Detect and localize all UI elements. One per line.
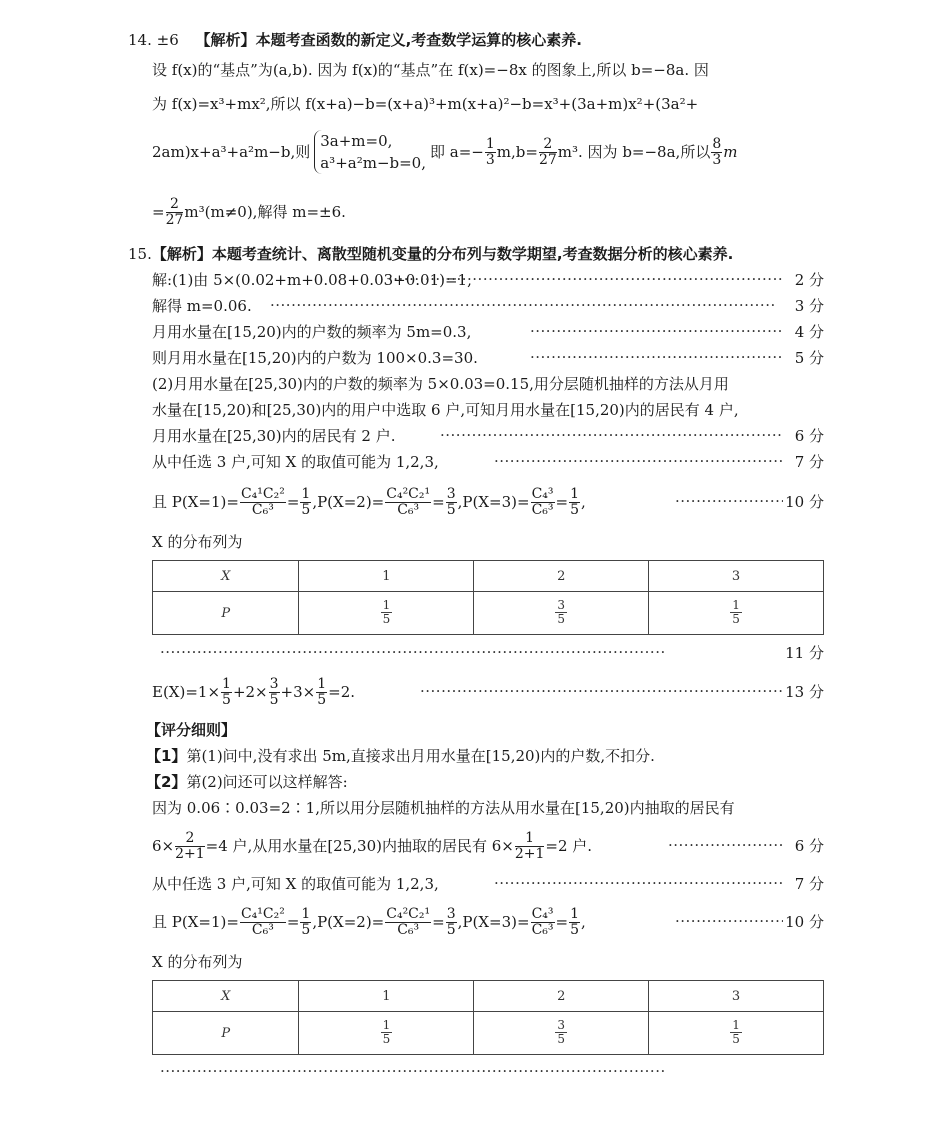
heading-text: 本题考查统计、离散型随机变量的分布列与数学期望,考查数据分析的核心素养. bbox=[211, 245, 734, 263]
text: =4 户,从用水量在[25,30)内抽取的居民有 6× bbox=[205, 837, 514, 855]
part2-line2: 水量在[15,20)和[25,30)内的用户中选取 6 户,可知月用水量在[15,20)内的居民有 4 户, bbox=[152, 401, 739, 419]
score: 5 分 bbox=[794, 349, 824, 367]
rule-tag: 【2】 bbox=[146, 773, 187, 791]
fraction: $\frac{1}{5}$ bbox=[570, 905, 579, 938]
fraction: $\frac{1}{5}$ bbox=[222, 675, 231, 708]
fraction: $\frac{2}{27}$ bbox=[165, 195, 184, 228]
step-text: 从中任选 3 户,可知 X 的取值可能为 1,2,3, bbox=[152, 875, 439, 893]
table-cell: $\frac{1}{5}$ bbox=[299, 592, 474, 635]
fraction: $\frac{3}{5}$ bbox=[446, 905, 456, 938]
rule-text: 第(2)问还可以这样解答: bbox=[186, 773, 348, 791]
q14-line4 bbox=[152, 192, 346, 232]
table-cell: $\frac{3}{5}$ bbox=[474, 1012, 649, 1055]
table-cell: 3 bbox=[649, 981, 824, 1012]
fraction: $\frac{\text{C₄³}}{\text{C₆³}}$ bbox=[531, 485, 554, 518]
text: 且 P(X=1)= bbox=[152, 493, 239, 511]
text: ,P(X=3)= bbox=[457, 493, 530, 511]
leader-dots bbox=[494, 452, 783, 470]
q14-heading bbox=[128, 30, 582, 50]
table-cell: 3 bbox=[649, 561, 824, 592]
leader-dots bbox=[494, 874, 783, 892]
text: 6× bbox=[152, 837, 175, 855]
table-cell: X bbox=[153, 561, 299, 592]
fraction: $\frac{1}{5}$ bbox=[301, 485, 311, 518]
score: 10 分 bbox=[785, 913, 824, 931]
step-text: 则月用水量在[15,20)内的户数为 100×0.3=30. bbox=[152, 349, 478, 367]
question-number: 15. bbox=[128, 245, 152, 263]
text: m³. 因为 b=−8a,所以 bbox=[557, 143, 711, 161]
table-cell: P bbox=[153, 1012, 299, 1055]
step-text: 解:(1)由 5×(0.02+m+0.08+0.03+0.01)=1, bbox=[152, 271, 472, 289]
equation-system bbox=[314, 130, 426, 174]
text: m,b= bbox=[496, 143, 538, 161]
score: 4 分 bbox=[794, 323, 824, 341]
score: 13 分 bbox=[785, 683, 824, 701]
fraction: $\frac{\text{C₄¹C₂²}}{\text{C₆³}}$ bbox=[240, 485, 285, 518]
table-cell: $\frac{1}{5}$ bbox=[649, 1012, 824, 1055]
score: 7 分 bbox=[794, 453, 824, 471]
leader-dots bbox=[675, 912, 783, 930]
table-row bbox=[153, 1012, 824, 1055]
fraction: $\frac{2}{27}$ bbox=[538, 135, 557, 168]
step-text: 月用水量在[25,30)内的居民有 2 户. bbox=[152, 427, 396, 445]
text: =2. bbox=[328, 683, 356, 701]
fraction: $\frac{2}{2+1}$ bbox=[175, 829, 205, 862]
text: =2 户. bbox=[545, 837, 593, 855]
text: , bbox=[581, 493, 586, 511]
leader-dots bbox=[530, 322, 783, 340]
alt-probability-line: 且 P(X=1)= $\frac{\text{C₄¹C₂²}}{\text{C₆³}}$ = $\frac{1}{5}$ ,P(X=2)= $\frac{\text{C₄²C₂¹}}{\text{C₆³}}$ = $\frac{3}{5}$ ,P(X=3)= $\frac{\text{C₄³}}{\text{C₆³}}$ = $\frac{1}{5}$ , 10 分 bbox=[152, 905, 824, 938]
score: 6 分 bbox=[794, 837, 824, 855]
question-number: 14. bbox=[128, 31, 152, 49]
text: ,P(X=3)= bbox=[457, 913, 530, 931]
part2-line1: (2)月用水量在[25,30)内的户数的频率为 5×0.03=0.15,用分层随机抽样的方法从月用 bbox=[152, 375, 729, 393]
step-text: 解得 m=0.06. bbox=[152, 297, 252, 315]
fraction: $\frac{1}{5}$ bbox=[317, 675, 327, 708]
text: 2am)x+a³+a²m−b,则 bbox=[152, 143, 311, 161]
text: 且 P(X=1)= bbox=[152, 913, 239, 931]
fraction: $\frac{1}{5}$ bbox=[301, 905, 311, 938]
table-row bbox=[153, 592, 824, 635]
equation: 3a+m=0, bbox=[320, 132, 393, 150]
text: 即 a=− bbox=[430, 143, 484, 161]
q15-heading bbox=[128, 244, 733, 264]
fraction: $\frac{3}{5}$ bbox=[446, 485, 456, 518]
analysis-tag: 【解析】 bbox=[195, 31, 256, 49]
leader-dots bbox=[675, 492, 783, 510]
score: 7 分 bbox=[794, 875, 824, 893]
table-row bbox=[153, 561, 824, 592]
alt-distribution-label: X 的分布列为 bbox=[152, 953, 243, 971]
fraction: $\frac{1}{3}$ bbox=[485, 135, 495, 168]
probability-line: 且 P(X=1)= $\frac{\text{C₄¹C₂²}}{\text{C₆³}}$ = $\frac{1}{5}$ ,P(X=2)= $\frac{\text{C₄²C₂¹}}{\text{C₆³}}$ = $\frac{3}{5}$ ,P(X=3)= $\frac{\text{C₄³}}{\text{C₆³}}$ = $\frac{1}{5}$ , 10 分 bbox=[152, 485, 824, 518]
leader-dots bbox=[270, 296, 783, 314]
equation: a³+a²m−b=0, bbox=[320, 154, 426, 172]
fraction: $\frac{1}{5}$ bbox=[570, 485, 579, 518]
fraction: $\frac{\text{C₄²C₂¹}}{\text{C₆³}}$ bbox=[386, 485, 431, 518]
fraction: $\frac{8}{3}$ bbox=[712, 135, 722, 168]
leader-dots bbox=[440, 426, 783, 444]
table-row bbox=[153, 981, 824, 1012]
text: +2× bbox=[232, 683, 268, 701]
leader-dots bbox=[530, 348, 783, 366]
leader-dots bbox=[420, 682, 783, 700]
rule-1 bbox=[146, 746, 655, 766]
score: 11 分 bbox=[785, 644, 824, 662]
text: m³(m≠0),解得 m=±6. bbox=[184, 203, 346, 221]
distribution-table bbox=[152, 560, 824, 635]
grading-title: 【评分细则】 bbox=[146, 721, 237, 739]
analysis-tag: 【解析】 bbox=[151, 245, 212, 263]
fraction: $\frac{\text{C₄²C₂¹}}{\text{C₆³}}$ bbox=[386, 905, 431, 938]
alt-line1: 因为 0.06∶0.03=2∶1,所以用分层随机抽样的方法从用水量在[15,20)内抽取的居民有 bbox=[152, 799, 735, 817]
distribution-label: X 的分布列为 bbox=[152, 533, 243, 551]
step-text: 从中任选 3 户,可知 X 的取值可能为 1,2,3, bbox=[152, 453, 439, 471]
leader-dots bbox=[668, 836, 783, 854]
rule-text: 第(1)问中,没有求出 5m,直接求出月用水量在[15,20)内的户数,不扣分. bbox=[186, 747, 655, 765]
table-cell: $\frac{1}{5}$ bbox=[649, 592, 824, 635]
rule-tag: 【1】 bbox=[146, 747, 187, 765]
fraction: $\frac{1}{2+1}$ bbox=[514, 829, 545, 862]
table-cell: X bbox=[153, 981, 299, 1012]
text: = bbox=[152, 203, 165, 221]
table-cell: 1 bbox=[299, 981, 474, 1012]
heading-text: 本题考查函数的新定义,考查数学运算的核心素养. bbox=[255, 31, 582, 49]
leader-dots bbox=[160, 643, 780, 661]
alt-distribution-table bbox=[152, 980, 824, 1055]
leader-dots bbox=[160, 1062, 778, 1080]
score: 6 分 bbox=[794, 427, 824, 445]
text: ,P(X=2)= bbox=[312, 913, 385, 931]
table-cell: 1 bbox=[299, 561, 474, 592]
table-cell: $\frac{3}{5}$ bbox=[474, 592, 649, 635]
score: 2 分 bbox=[794, 271, 824, 289]
q14-line1: 设 f(x)的“基点”为(a,b). 因为 f(x)的“基点”在 f(x)=−8x 的图象上,所以 b=−8a. 因 bbox=[152, 61, 709, 79]
table-cell: 2 bbox=[474, 561, 649, 592]
q14-line3: 2am)x+a³+a²m−b,则 3a+m=0, a³+a²m−b=0, 即 a=− $\frac{1}{3}$ m,b= $\frac{2}{27}$ m³. 因为 b=−8a,所以 $\frac{8}{3}$ m bbox=[152, 132, 738, 172]
table-cell: $\frac{1}{5}$ bbox=[299, 1012, 474, 1055]
fraction: $\frac{3}{5}$ bbox=[269, 675, 279, 708]
text: ,P(X=2)= bbox=[312, 493, 385, 511]
score: 10 分 bbox=[785, 493, 824, 511]
table-cell: P bbox=[153, 592, 299, 635]
text: E(X)=1× bbox=[152, 683, 221, 701]
score: 3 分 bbox=[794, 297, 824, 315]
q14-line2: 为 f(x)=x³+mx²,所以 f(x+a)−b=(x+a)³+m(x+a)²−b=x³+(3a+m)x²+(3a²+ bbox=[152, 95, 699, 113]
step-text: 月用水量在[15,20)内的户数的频率为 5m=0.3, bbox=[152, 323, 472, 341]
leader-dots bbox=[388, 270, 783, 288]
text: +3× bbox=[280, 683, 316, 701]
rule-2 bbox=[146, 772, 348, 792]
fraction: $\frac{\text{C₄³}}{\text{C₆³}}$ bbox=[531, 905, 554, 938]
text: , bbox=[581, 913, 586, 931]
answer: ±6 bbox=[156, 31, 179, 49]
fraction: $\frac{\text{C₄¹C₂²}}{\text{C₆³}}$ bbox=[240, 905, 285, 938]
table-cell: 2 bbox=[474, 981, 649, 1012]
